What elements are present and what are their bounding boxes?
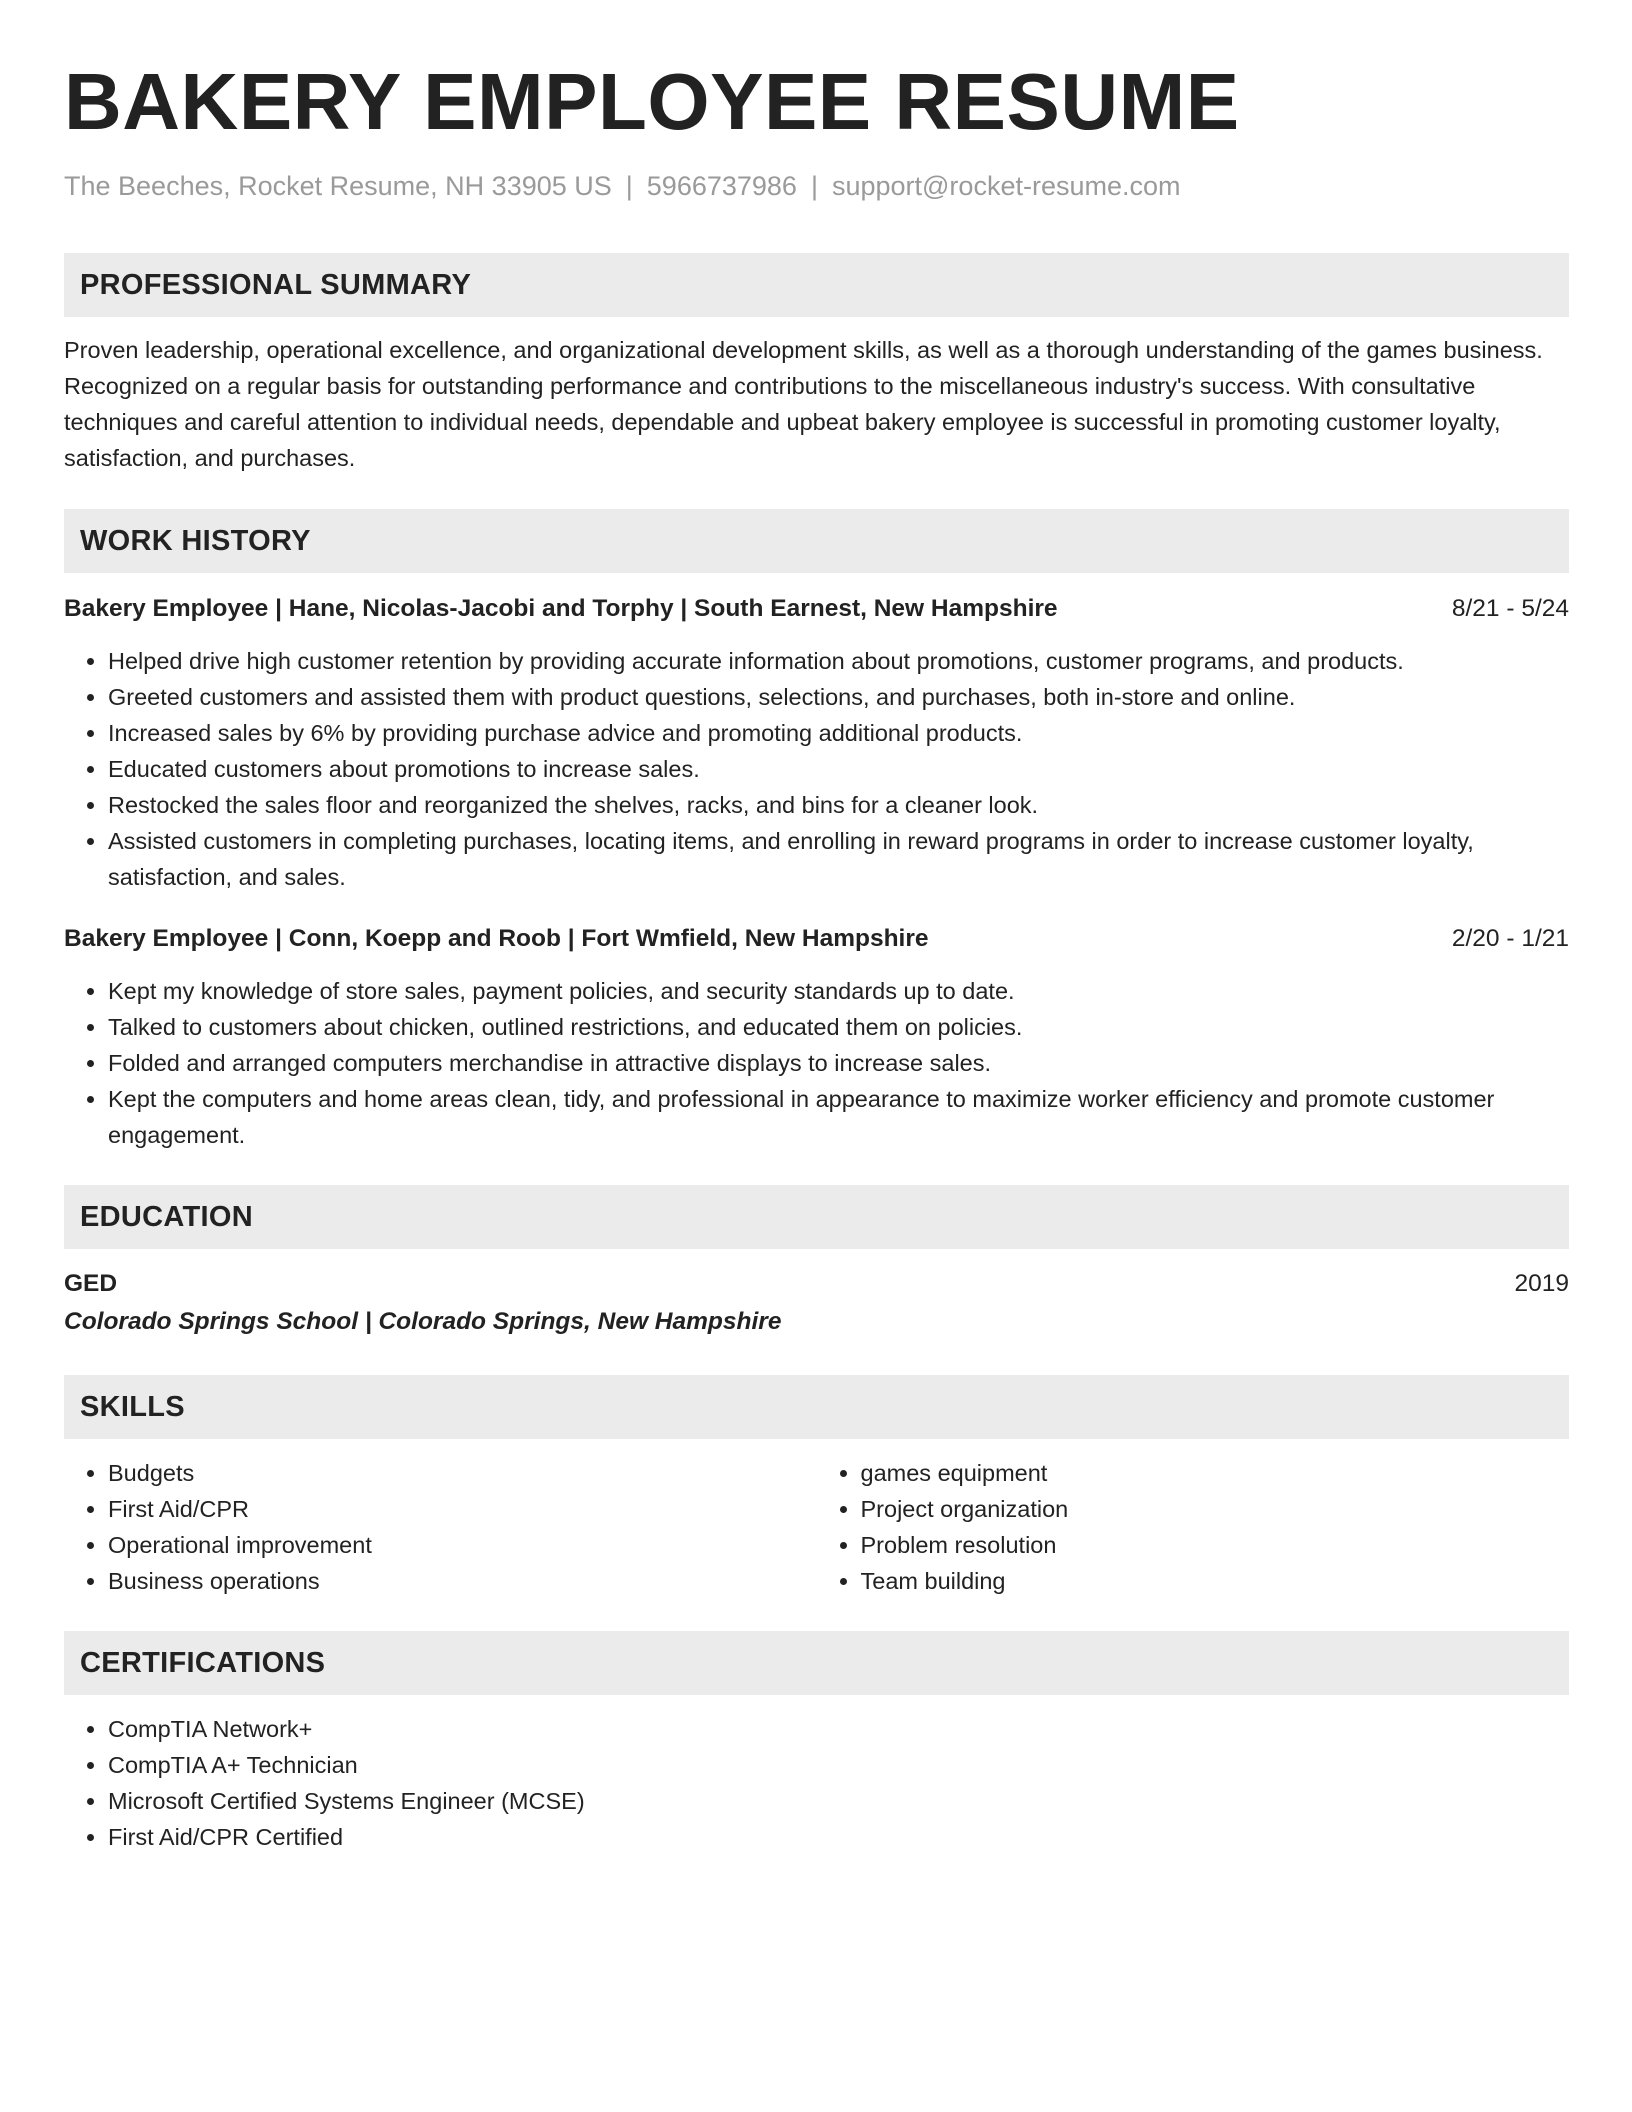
job-bullet: • Assisted customers in completing purchases, locating items, and enrolling in reward programs in order to increase customer loyalty, satisfaction, and sales. <box>108 823 1569 895</box>
certification-item: • Microsoft Certified Systems Engineer (MCSE) <box>108 1783 1569 1819</box>
contact-address: The Beeches, Rocket Resume, NH 33905 US <box>64 171 612 201</box>
education-school: Colorado Springs School | Colorado Springs, New Hampshire <box>64 1308 782 1336</box>
skill-item: • Problem resolution <box>861 1527 1570 1563</box>
skill-item: • Budgets <box>108 1455 817 1491</box>
skill-item: • Operational improvement <box>108 1527 817 1563</box>
job-bullet: • Kept the computers and home areas clean, tidy, and professional in appearance to maximize worker efficiency and promote customer engagement. <box>108 1081 1569 1153</box>
summary-heading: PROFESSIONAL SUMMARY <box>64 253 1569 317</box>
skill-item: • Business operations <box>108 1563 817 1599</box>
summary-text: Proven leadership, operational excellence, and organizational development skills, as well as a thorough understanding of the games business. Recognized on a regular basis for outstanding performance and contributions to the miscellaneous industry's success. With consultative techniques and careful attention to individual needs, dependable and upbeat bakery employee is successful in promoting customer loyalty, satisfaction, and purchases. <box>64 337 1543 472</box>
contact-line <box>64 170 1569 202</box>
job-bullet: • Increased sales by 6% by providing purchase advice and promoting additional products. <box>108 715 1569 751</box>
job-title: Bakery Employee | Conn, Koepp and Roob | Fort Wmfield, New Hampshire <box>64 925 929 953</box>
job-header <box>64 591 1569 627</box>
skill-item: • Project organization <box>861 1491 1570 1527</box>
job-dates: 2/20 - 1/21 <box>1451 925 1569 953</box>
skills-heading: SKILLS <box>64 1375 1569 1439</box>
job-dates: 8/21 - 5/24 <box>1451 595 1569 623</box>
skill-item: • First Aid/CPR <box>108 1491 817 1527</box>
job-header <box>64 921 1569 957</box>
education-degree: GED <box>64 1270 118 1298</box>
skills-column-left <box>64 1455 817 1599</box>
education-header <box>64 1265 1569 1303</box>
contact-phone: 5966737986 <box>646 171 797 201</box>
skills-list <box>64 1455 1569 1599</box>
job-bullet: • Kept my knowledge of store sales, payment policies, and security standards up to date. <box>108 973 1569 1009</box>
certifications-heading: CERTIFICATIONS <box>64 1631 1569 1695</box>
job-bullet: • Restocked the sales floor and reorganized the shelves, racks, and bins for a cleaner look. <box>108 787 1569 823</box>
resume-title: BAKERY EMPLOYEE RESUME <box>64 57 1240 146</box>
job-bullet: • Greeted customers and assisted them with product questions, selections, and purchases, both in-store and online. <box>108 679 1569 715</box>
education-year: 2019 <box>1514 1270 1569 1298</box>
certification-item: • First Aid/CPR Certified <box>108 1819 1569 1855</box>
job-bullet: • Folded and arranged computers merchandise in attractive displays to increase sales. <box>108 1045 1569 1081</box>
contact-email: support@rocket-resume.com <box>831 171 1181 201</box>
contact-separator: | <box>810 171 818 201</box>
education-heading: EDUCATION <box>64 1185 1569 1249</box>
skill-item: • Team building <box>861 1563 1570 1599</box>
contact-separator: | <box>625 171 633 201</box>
education-entry <box>64 1265 1569 1341</box>
certification-item: • CompTIA Network+ <box>108 1711 1569 1747</box>
job-entry <box>64 921 1569 1153</box>
job-bullet: • Educated customers about promotions to increase sales. <box>108 751 1569 787</box>
job-entry <box>64 591 1569 895</box>
certifications-list <box>64 1711 1569 1855</box>
skills-column-right <box>817 1455 1570 1599</box>
job-bullet: • Helped drive high customer retention by providing accurate information about promotions, customer programs, and products. <box>108 643 1569 679</box>
certification-item: • CompTIA A+ Technician <box>108 1747 1569 1783</box>
job-bullets <box>64 643 1569 895</box>
job-title: Bakery Employee | Hane, Nicolas-Jacobi and Torphy | South Earnest, New Hampshire <box>64 595 1058 623</box>
job-bullets <box>64 973 1569 1153</box>
job-bullet: • Talked to customers about chicken, outlined restrictions, and educated them on policies. <box>108 1009 1569 1045</box>
work-history-heading: WORK HISTORY <box>64 509 1569 573</box>
skill-item: • games equipment <box>861 1455 1570 1491</box>
